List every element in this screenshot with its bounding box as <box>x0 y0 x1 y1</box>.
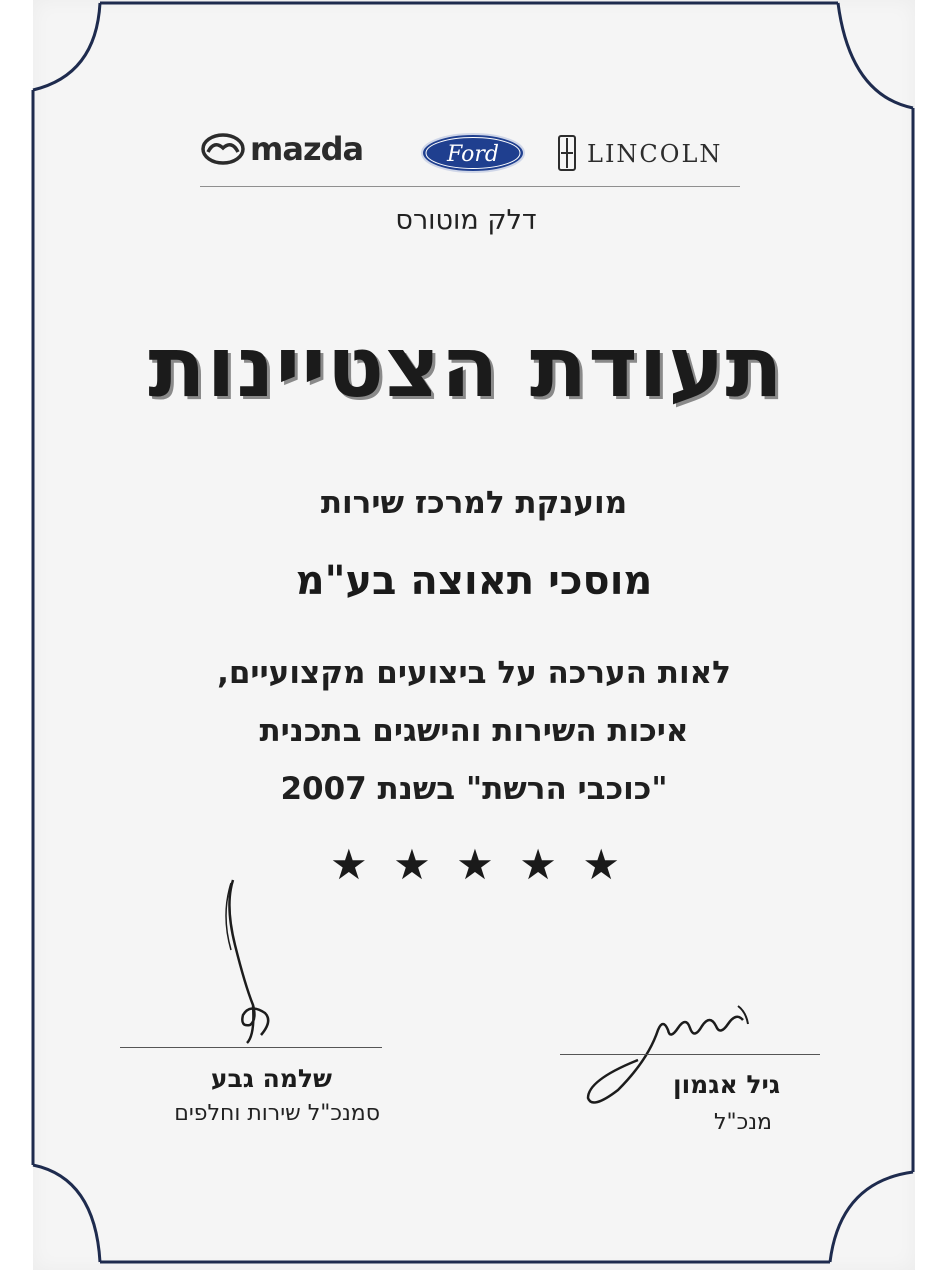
ford-logo-icon <box>420 132 526 174</box>
star-icon: ★ <box>330 840 368 889</box>
lincoln-wordmark: LINCOLN <box>587 140 723 168</box>
recipient-name: מוסכי תאוצה בע"מ <box>295 558 653 604</box>
certificate-title: תעודת הצטיינות <box>148 318 784 416</box>
star-icon: ★ <box>456 840 494 889</box>
star-icon: ★ <box>582 840 620 889</box>
left-signature-line <box>120 1047 382 1048</box>
header-divider <box>200 186 740 187</box>
body-line-3: "כוכבי הרשת" בשנת 2007 <box>280 771 668 807</box>
right-signer-name: גיל אגמון <box>673 1070 780 1099</box>
mazda-wordmark: mazda <box>250 130 364 168</box>
mazda-logo-icon <box>200 132 246 166</box>
star-rating <box>330 840 620 890</box>
right-signer-title: מנכ"ל <box>713 1110 772 1135</box>
left-signer-name: שלמה גבע <box>210 1064 332 1093</box>
star-icon: ★ <box>519 840 557 889</box>
company-name: דלק מוטורס <box>395 205 537 236</box>
body-line-2: איכות השירות והישגים בתכנית <box>259 713 689 749</box>
right-signature-line <box>560 1054 820 1055</box>
body-line-1: לאות הערכה על ביצועים מקצועיים, <box>217 655 731 691</box>
lincoln-star-icon <box>557 134 577 172</box>
brand-logos <box>195 128 755 176</box>
left-signer-title: סמנכ"ל שירות וחלפים <box>174 1101 380 1126</box>
left-signature-scribble <box>195 875 285 1045</box>
star-icon: ★ <box>393 840 431 889</box>
awarded-to-label: מוענקת למרכז שירות <box>320 485 628 521</box>
ford-wordmark: Ford <box>447 142 499 167</box>
